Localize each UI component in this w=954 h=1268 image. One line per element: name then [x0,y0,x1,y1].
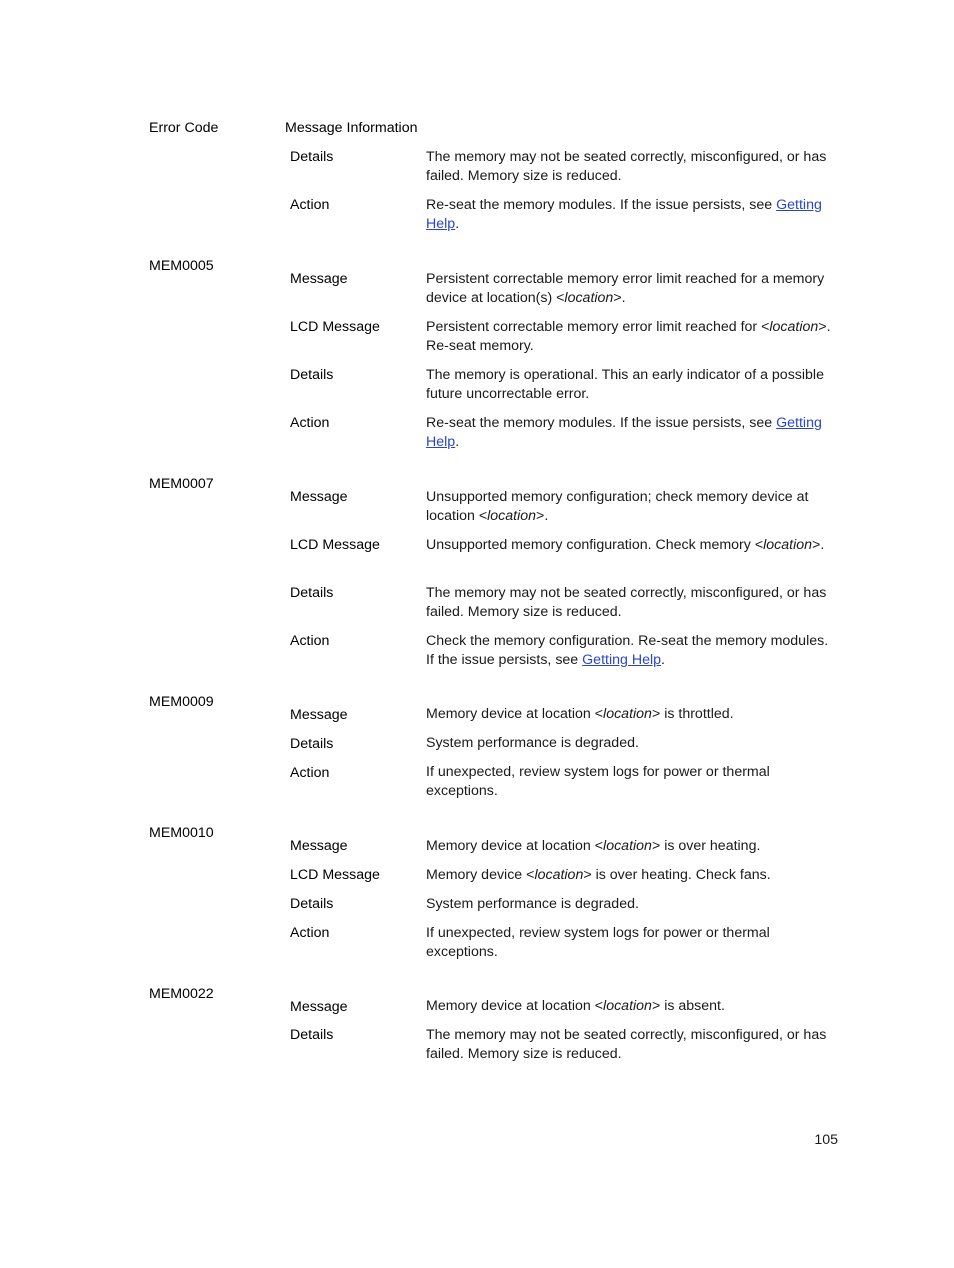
message-label: Message [290,999,348,1015]
column-header-message-information: Message Information [285,120,418,136]
details-text: The memory is operational. This an early indicator of a possible future uncorrectable error. [426,367,824,402]
action-label: Action [290,765,330,781]
lcd-message-label: LCD Message [290,319,380,335]
action-text: Re-seat the memory modules. If the issue persists, see Getting Help. [426,197,822,232]
lcd-message-label: LCD Message [290,867,380,883]
message-text: Persistent correctable memory error limit reached for a memory device at location(s) <location>. [426,271,825,306]
details-text: The memory may not be seated correctly, misconfigured, or has failed. Memory size is reduced. [426,1027,827,1062]
getting-help-link[interactable]: Getting Help [426,415,822,450]
action-text: Re-seat the memory modules. If the issue persists, see Getting Help. [426,415,822,450]
error-code-mem0007: MEM0007 [149,476,214,492]
error-code-mem0009: MEM0009 [149,694,214,710]
getting-help-link[interactable]: Getting Help [426,197,822,232]
action-label: Action [290,633,330,649]
action-text: If unexpected, review system logs for power or thermal exceptions. [426,764,770,799]
message-text: Memory device at location <location> is absent. [426,998,725,1014]
message-label: Message [290,489,348,505]
error-code-mem0010: MEM0010 [149,825,214,841]
lcd-message-text: Unsupported memory configuration. Check memory <location>. [426,537,825,553]
action-text: Check the memory configuration. Re-seat the memory modules. If the issue persists, see Getting Help. [426,633,829,668]
message-label: Message [290,838,348,854]
details-label: Details [290,149,334,165]
error-code-mem0022: MEM0022 [149,986,214,1002]
details-label: Details [290,367,334,383]
error-code-mem0005: MEM0005 [149,258,214,274]
page-number: 105 [814,1132,838,1148]
lcd-message-text: Memory device <location> is over heating. Check fans. [426,867,771,883]
action-text: If unexpected, review system logs for power or thermal exceptions. [426,925,770,960]
details-text: The memory may not be seated correctly, misconfigured, or has failed. Memory size is reduced. [426,149,827,184]
lcd-message-text: Persistent correctable memory error limit reached for <location>. Re-seat memory. [426,319,831,354]
details-text: The memory may not be seated correctly, misconfigured, or has failed. Memory size is reduced. [426,585,827,620]
message-label: Message [290,707,348,723]
details-label: Details [290,1027,334,1043]
column-header-error-code: Error Code [149,120,219,136]
action-label: Action [290,415,330,431]
message-text: Unsupported memory configuration; check memory device at location <location>. [426,489,809,524]
message-text: Memory device at location <location> is throttled. [426,706,734,722]
action-label: Action [290,925,330,941]
message-text: Memory device at location <location> is over heating. [426,838,761,854]
message-label: Message [290,271,348,287]
details-text: System performance is degraded. [426,896,639,912]
details-label: Details [290,896,334,912]
getting-help-link[interactable]: Getting Help [582,652,662,668]
action-label: Action [290,197,330,213]
details-text: System performance is degraded. [426,735,639,751]
details-label: Details [290,736,334,752]
lcd-message-label: LCD Message [290,537,380,553]
details-label: Details [290,585,334,601]
